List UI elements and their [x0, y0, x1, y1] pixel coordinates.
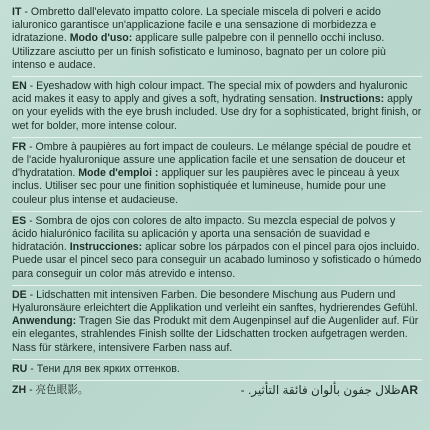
section-de	[12, 289, 422, 360]
de-text-b: Tragen Sie das Produkt mit dem Augenpinsel auf die Augenlider auf. Für ein elegantes, strahlendes Finish sollte der Lidschatten trocken aufgetragen werden. Nass für stärkere, intensivere Farben nass auf.	[12, 315, 419, 354]
lang-code-zh: ZH	[12, 384, 27, 397]
de-text-a: - Lidschatten mit intensiven Farben. Die besondere Mischung aus Pudern und Hyaluronsäure erleichtert die Applikation und verleiht ein sanftes, hydrierendes Gefühl.	[12, 288, 418, 315]
zh-text: - 亮色眼影。	[26, 384, 89, 397]
fr-text-b: appliquer sur les paupières avec le pinceau à yeux inclus. Utiliser sec pour une finition sophistiquée et lumineuse, humide pour une couleur plus intense et audacieuse.	[12, 167, 400, 206]
ar-text: ظلال جفون بألوان فائقة التأثير. -	[240, 383, 401, 398]
lang-code-it: IT	[12, 6, 22, 18]
section-zh	[12, 384, 89, 397]
en-instructions-label: Instructions:	[319, 93, 385, 106]
es-text-a: - Sombra de ojos con colores de alto impacto. Su mezcla especial de polvos y ácido hialurónico facilita su aplicación y aporta una sensación de suavidad e hidratación.	[12, 214, 396, 254]
lang-code-en: EN	[12, 80, 27, 93]
it-text-a: - Ombretto dall'elevato impatto colore. La speciale miscela di polveri e acido ialuronico garantisce un'applicazione facile e una sensazione di morbidezza e idratazione.	[12, 6, 381, 45]
lang-code-es: ES	[12, 214, 27, 227]
section-zh-ar	[12, 384, 422, 397]
section-es	[12, 215, 422, 286]
it-text-b: applicare sulle palpebre con il pennello occhi incluso. Utilizzare asciutto per un finish sofisticato e luminoso, bagnato per un colore più intenso e audace.	[12, 32, 386, 71]
lang-code-fr: FR	[12, 140, 27, 153]
en-text-a: - Eyeshadow with high colour impact. The special mix of powders and hyaluronic acid makes it easy to apply and gives a soft, hydrating sensation.	[12, 80, 408, 106]
lang-code-ar: AR	[400, 383, 418, 398]
section-fr	[12, 141, 422, 212]
de-instructions-label: Anwendung:	[12, 315, 77, 328]
es-instructions-label: Instrucciones:	[69, 241, 143, 254]
section-ru	[12, 363, 422, 381]
en-text-b: apply on your eyelids with the eye brush included. Use dry for a sophisticated, bright finish, or wet for bolder, more intense colour.	[12, 93, 422, 132]
section-it	[12, 6, 422, 77]
it-instructions-label: Modo d'uso:	[69, 32, 133, 45]
fr-instructions-label: Mode d'emploi :	[78, 167, 159, 180]
lang-code-de: DE	[12, 288, 27, 301]
section-en	[12, 80, 422, 138]
ru-text: - Тени для век ярких оттенков.	[27, 362, 180, 375]
section-ar	[241, 384, 422, 397]
es-text-b: aplicar sobre los párpados con el pincel para ojos incluido. Puede usar el pincel seco para conseguir un acabado luminoso y sofisticado o húmedo para conseguir un color más atrevido e intenso.	[12, 241, 422, 280]
fr-text-a: - Ombre à paupières au fort impact de couleurs. Le mélange spécial de poudre et de l'acide hyaluronique assure une application facile et une sensation de douceur et d'hydratation.	[12, 140, 411, 180]
lang-code-ru: RU	[12, 362, 28, 375]
